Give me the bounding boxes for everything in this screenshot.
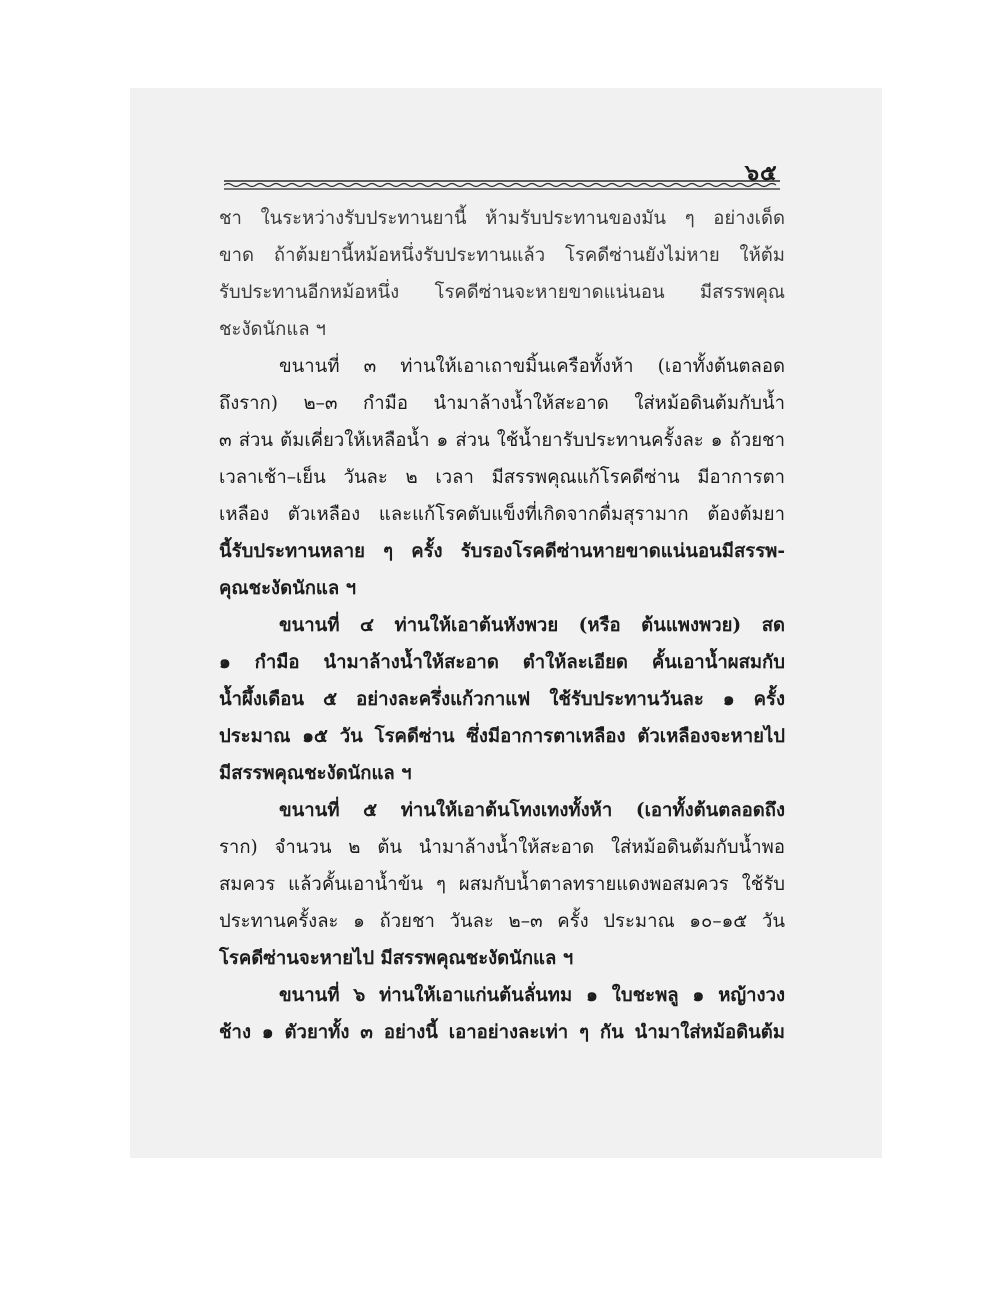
text-line: ประมาณ ๑๕ วัน โรคดีซ่าน ซึ่งมีอาการตาเหลือง ตัวเหลืองจะหายไป — [219, 726, 785, 747]
text-line: คุณชะงัดนักแล ฯ — [219, 578, 357, 599]
text-line: สมควร แล้วคั้นเอาน้ำข้น ๆ ผสมกับน้ำตาลทรายแดงพอสมควร ใช้รับ — [219, 874, 785, 895]
page-number: ๖๕ — [745, 160, 778, 186]
text-line: ประทานครั้งละ ๑ ถ้วยชา วันละ ๒–๓ ครั้ง ประมาณ ๑๐–๑๕ วัน — [219, 911, 785, 932]
remedy-3-heading-line: ขนานที่ ๓ ท่านให้เอาเถาขมิ้นเครือทั้งห้า (เอาทั้งต้นตลอด — [279, 356, 785, 377]
text-line: มีสรรพคุณชะงัดนักแล ฯ — [219, 763, 412, 784]
text-line: ชา ในระหว่างรับประทานยานี้ ห้ามรับประทานของมัน ๆ อย่างเด็ด — [219, 208, 785, 229]
text-line: รับประทานอีกหม้อหนึ่ง โรคดีซ่านจะหายขาดแน่นอน มีสรรพคุณ — [219, 282, 785, 303]
text-line: ถึงราก) ๒–๓ กำมือ นำมาล้างน้ำให้สะอาด ใส่หม้อดินต้มกับน้ำ — [219, 393, 785, 414]
remedy-5-heading-line: ขนานที่ ๕ ท่านให้เอาต้นโทงเทงทั้งห้า (เอาทั้งต้นตลอดถึง — [279, 800, 785, 821]
text-line: ช้าง ๑ ตัวยาทั้ง ๓ อย่างนี้ เอาอย่างละเท่า ๆ กัน นำมาใส่หม้อดินต้ม — [219, 1022, 785, 1043]
remedy-6-heading-line: ขนานที่ ๖ ท่านให้เอาแก่นต้นลั่นทม ๑ ใบชะพลู ๑ หญ้างวง — [279, 985, 785, 1006]
text-line: ๓ ส่วน ต้มเคี่ยวให้เหลือน้ำ ๑ ส่วน ใช้น้ำยารับประทานครั้งละ ๑ ถ้วยชา — [219, 430, 785, 451]
text-line: ชะงัดนักแล ฯ — [219, 319, 326, 340]
remedy-4-heading-line: ขนานที่ ๔ ท่านให้เอาต้นหังพวย (หรือ ต้นแพงพวย) สด — [279, 615, 785, 636]
text-line: ๑ กำมือ นำมาล้างน้ำให้สะอาด ตำให้ละเอียด คั้นเอาน้ำผสมกับ — [219, 652, 785, 673]
header-decorative-rule — [224, 178, 780, 190]
text-line: ขาด ถ้าต้มยานี้หม้อหนึ่งรับประทานแล้ว โรคดีซ่านยังไม่หาย ให้ต้ม — [219, 245, 785, 266]
text-line: น้ำผึ้งเดือน ๕ อย่างละครึ่งแก้วกาแฟ ใช้รับประทานวันละ ๑ ครั้ง — [219, 689, 785, 710]
text-line: เวลาเช้า–เย็น วันละ ๒ เวลา มีสรรพคุณแก้โรคดีซ่าน มีอาการตา — [219, 467, 785, 488]
text-line: โรคดีซ่านจะหายไป มีสรรพคุณชะงัดนักแล ฯ — [219, 948, 574, 969]
text-line: นี้รับประทานหลาย ๆ ครั้ง รับรองโรคดีซ่านหายขาดแน่นอนมีสรรพ- — [219, 541, 785, 562]
text-line: เหลือง ตัวเหลือง และแก้โรคตับแข็งที่เกิดจากดื่มสุรามาก ต้องต้มยา — [219, 504, 785, 525]
body-text — [219, 200, 785, 1051]
text-line: ราก) จำนวน ๒ ต้น นำมาล้างน้ำให้สะอาด ใส่หม้อดินต้มกับน้ำพอ — [219, 837, 785, 858]
